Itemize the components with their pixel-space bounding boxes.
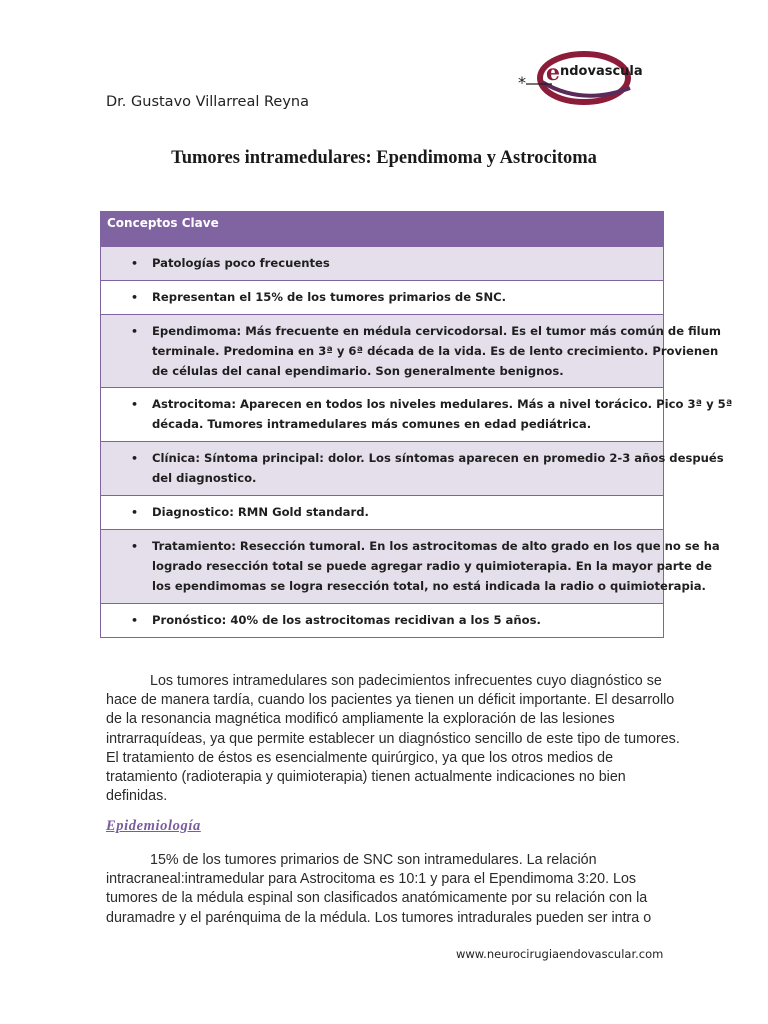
svg-text:e: e: [546, 60, 560, 86]
concept-item: [101, 529, 720, 603]
paragraph-line: tumores de la médula espinal son clasificados anatómicamente por su relación con la: [106, 890, 648, 907]
concept-item-line: logrado resección total se puede agregar radio y quimioterapia. En la mayor parte de: [152, 559, 713, 573]
bullet-icon: •: [131, 540, 139, 553]
concept-item-line: Tratamiento: Resección tumoral. En los astrocitomas de alto grado en los que no se ha: [152, 539, 720, 553]
document-title: Tumores intramedulares: Ependimoma y Astrocitoma: [171, 148, 597, 168]
epidemiology-paragraph: [106, 851, 662, 928]
concept-item-line: los ependimomas se logra resección total, no está indicada la radio o quimioterapia.: [152, 579, 706, 593]
key-concepts-header: Conceptos Clave: [101, 212, 663, 246]
paragraph-line: 15% de los tumores primarios de SNC son intramedulares. La relación: [150, 852, 597, 868]
intro-paragraph: [106, 672, 680, 806]
concept-item-line: Clínica: Síntoma principal: dolor. Los síntomas aparecen en promedio 2-3 años después: [152, 451, 724, 465]
paragraph-line: Los tumores intramedulares son padecimientos infrecuentes cuyo diagnóstico se: [150, 673, 662, 689]
concept-item-line: Pronóstico: 40% de los astrocitomas recidivan a los 5 años.: [152, 613, 541, 627]
bullet-icon: •: [131, 506, 139, 519]
concept-item-line: Patologías poco frecuentes: [152, 256, 330, 270]
svg-text:*: *: [518, 73, 526, 92]
concept-item-line: década. Tumores intramedulares más comunes en edad pediátrica.: [152, 417, 592, 431]
concept-item-line: del diagnostico.: [152, 471, 257, 485]
paragraph-line: definidas.: [106, 788, 168, 805]
paragraph-line: hace de manera tardía, cuando los pacientes ya tienen un déficit importante. El desarrollo: [106, 692, 675, 709]
concept-item: [101, 441, 724, 495]
concept-item: [101, 495, 663, 529]
bullet-icon: •: [131, 325, 139, 338]
concept-item-line: Ependimoma: Más frecuente en médula cervicodorsal. Es el tumor más común de filum: [152, 324, 721, 338]
paragraph-line: El tratamiento de éstos es esencialmente quirúrgico, ya que los otros medios de: [106, 749, 614, 766]
footer-url: www.neurocirugiaendovascular.com: [456, 947, 664, 961]
epidemiology-heading: Epidemiología: [106, 818, 201, 834]
paragraph-line: duramadre y el parénquima de la médula. Los tumores intradurales pueden ser intra o: [106, 909, 652, 926]
paragraph-line: tratamiento (radioterapia y quimioterapia) tienen actualmente indicaciones no bien: [106, 769, 626, 786]
bullet-icon: •: [131, 398, 139, 411]
key-concepts-box: [100, 211, 733, 638]
paragraph-line: de la resonancia magnética modificó ampliamente la exploración de las lesiones: [106, 711, 615, 728]
author-name: Dr. Gustavo Villarreal Reyna: [106, 94, 309, 110]
concept-item-line: Astrocitoma: Aparecen en todos los niveles medulares. Más a nivel torácico. Pico 3ª y 5ª: [152, 397, 733, 411]
logo-wordmark: ndovascular: [560, 64, 642, 79]
concept-item: [101, 314, 721, 387]
bullet-icon: •: [131, 614, 139, 627]
concept-item: [101, 603, 663, 637]
concept-item-line: Representan el 15% de los tumores primarios de SNC.: [152, 290, 507, 304]
concept-item-line: terminale. Predomina en 3ª y 6ª década de la vida. Es de lento crecimiento. Provienen: [152, 344, 719, 358]
concept-item-line: Diagnostico: RMN Gold standard.: [152, 505, 369, 519]
bullet-icon: •: [131, 257, 139, 270]
concept-item: [101, 280, 663, 314]
concept-item: [101, 246, 663, 280]
concept-item-line: de células del canal ependimario. Son generalmente benignos.: [152, 364, 564, 378]
bullet-icon: •: [131, 291, 139, 304]
paragraph-line: intracraneal:intramedular para Astrocitoma es 10:1 y para el Ependimoma 3:20. Los: [106, 871, 637, 888]
endovascular-logo: [512, 48, 642, 110]
concept-item: [101, 387, 733, 441]
paragraph-line: intrarraquídeas, ya que permite establecer un diagnóstico sencillo de este tipo de tumores.: [106, 730, 680, 747]
bullet-icon: •: [131, 452, 139, 465]
